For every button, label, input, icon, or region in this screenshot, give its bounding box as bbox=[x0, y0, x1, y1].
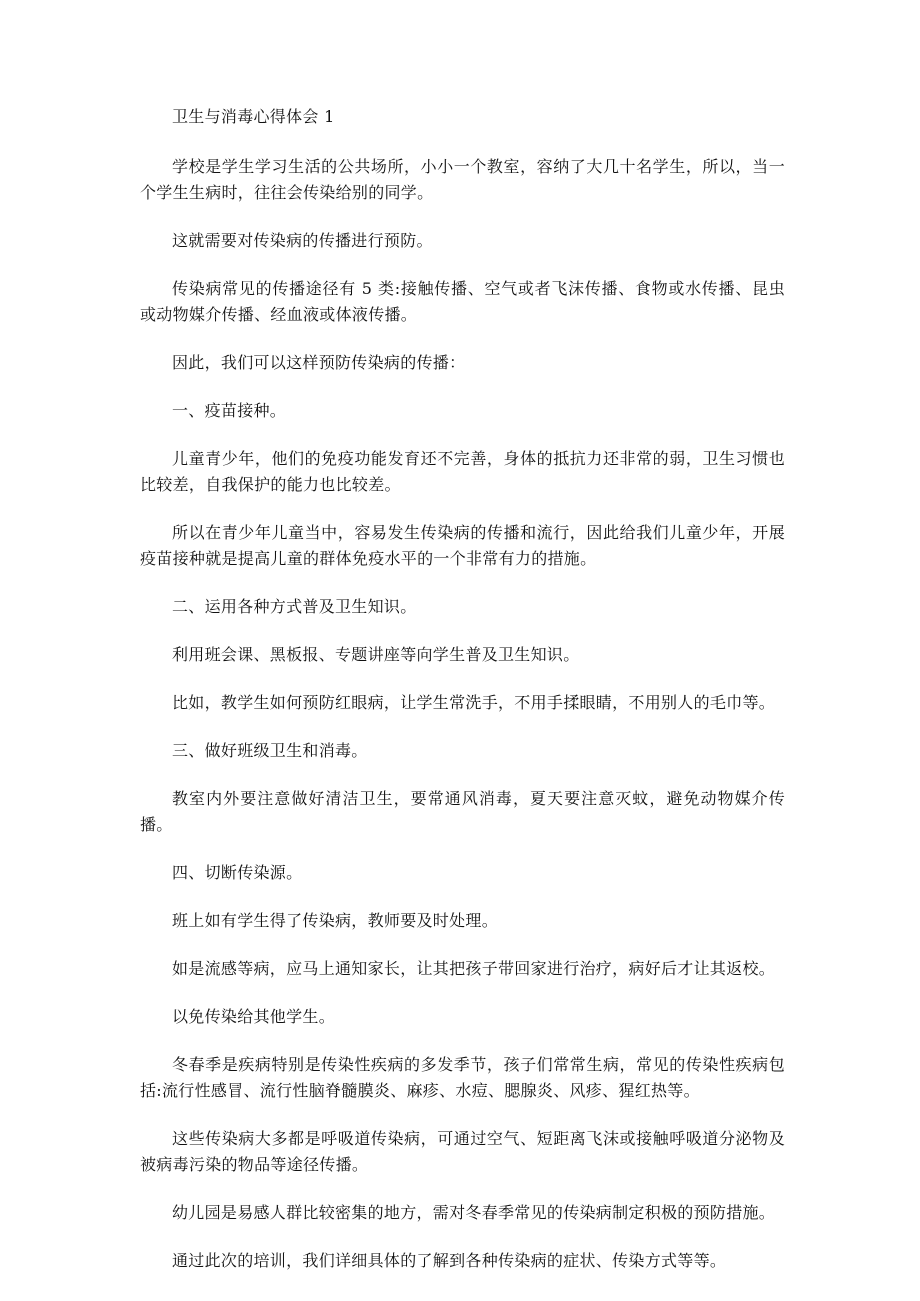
section-heading: 二、运用各种方式普及卫生知识。 bbox=[172, 597, 417, 616]
paragraph: 传染病常见的传播途径有 5 类:接触传播、空气或者飞沫传播、食物或水传播、昆虫或动物媒介传播、经血液或体液传播。 bbox=[140, 279, 785, 324]
paragraph: 通过此次的培训，我们详细具体的了解到各种传染病的症状、传染方式等等。 bbox=[172, 1251, 727, 1270]
paragraph: 学校是学生学习生活的公共场所，小小一个教室，容纳了大几十名学生，所以，当一个学生生病时，往往会传染给别的同学。 bbox=[140, 157, 785, 202]
document-title: 卫生与消毒心得体会 1 bbox=[172, 107, 335, 126]
paragraph: 如是流感等病，应马上通知家长，让其把孩子带回家进行治疗，病好后才让其返校。 bbox=[172, 959, 776, 978]
section-heading: 四、切断传染源。 bbox=[172, 863, 303, 882]
paragraph: 班上如有学生得了传染病，教师要及时处理。 bbox=[172, 911, 499, 930]
paragraph: 比如，教学生如何预防红眼病，让学生常洗手，不用手揉眼睛，不用别人的毛巾等。 bbox=[172, 693, 776, 712]
paragraph: 幼儿园是易感人群比较密集的地方，需对冬春季常见的传染病制定积极的预防措施。 bbox=[172, 1203, 776, 1222]
paragraph: 教室内外要注意做好清洁卫生，要常通风消毒，夏天要注意灭蚊，避免动物媒介传播。 bbox=[140, 789, 785, 834]
paragraph: 这就需要对传染病的传播进行预防。 bbox=[172, 231, 433, 250]
paragraph: 因此，我们可以这样预防传染病的传播： bbox=[172, 353, 466, 372]
document-body bbox=[140, 104, 785, 1296]
paragraph: 所以在青少年儿童当中，容易发生传染病的传播和流行，因此给我们儿童少年，开展疫苗接种就是提高儿童的群体免疫水平的一个非常有力的措施。 bbox=[140, 523, 785, 568]
section-heading: 三、做好班级卫生和消毒。 bbox=[172, 741, 368, 760]
section-heading: 一、疫苗接种。 bbox=[172, 401, 287, 420]
paragraph: 冬春季是疾病特别是传染性疾病的多发季节，孩子们常常生病，常见的传染性疾病包括:流行性感冒、流行性脑脊髓膜炎、麻疹、水痘、腮腺炎、风疹、猩红热等。 bbox=[140, 1055, 785, 1100]
paragraph: 利用班会课、黑板报、专题讲座等向学生普及卫生知识。 bbox=[172, 645, 580, 664]
paragraph: 以免传染给其他学生。 bbox=[172, 1007, 336, 1026]
paragraph: 这些传染病大多都是呼吸道传染病，可通过空气、短距离飞沫或接触呼吸道分泌物及被病毒污染的物品等途径传播。 bbox=[140, 1129, 785, 1174]
paragraph: 儿童青少年，他们的免疫功能发育还不完善，身体的抵抗力还非常的弱，卫生习惯也比较差，自我保护的能力也比较差。 bbox=[140, 449, 785, 494]
